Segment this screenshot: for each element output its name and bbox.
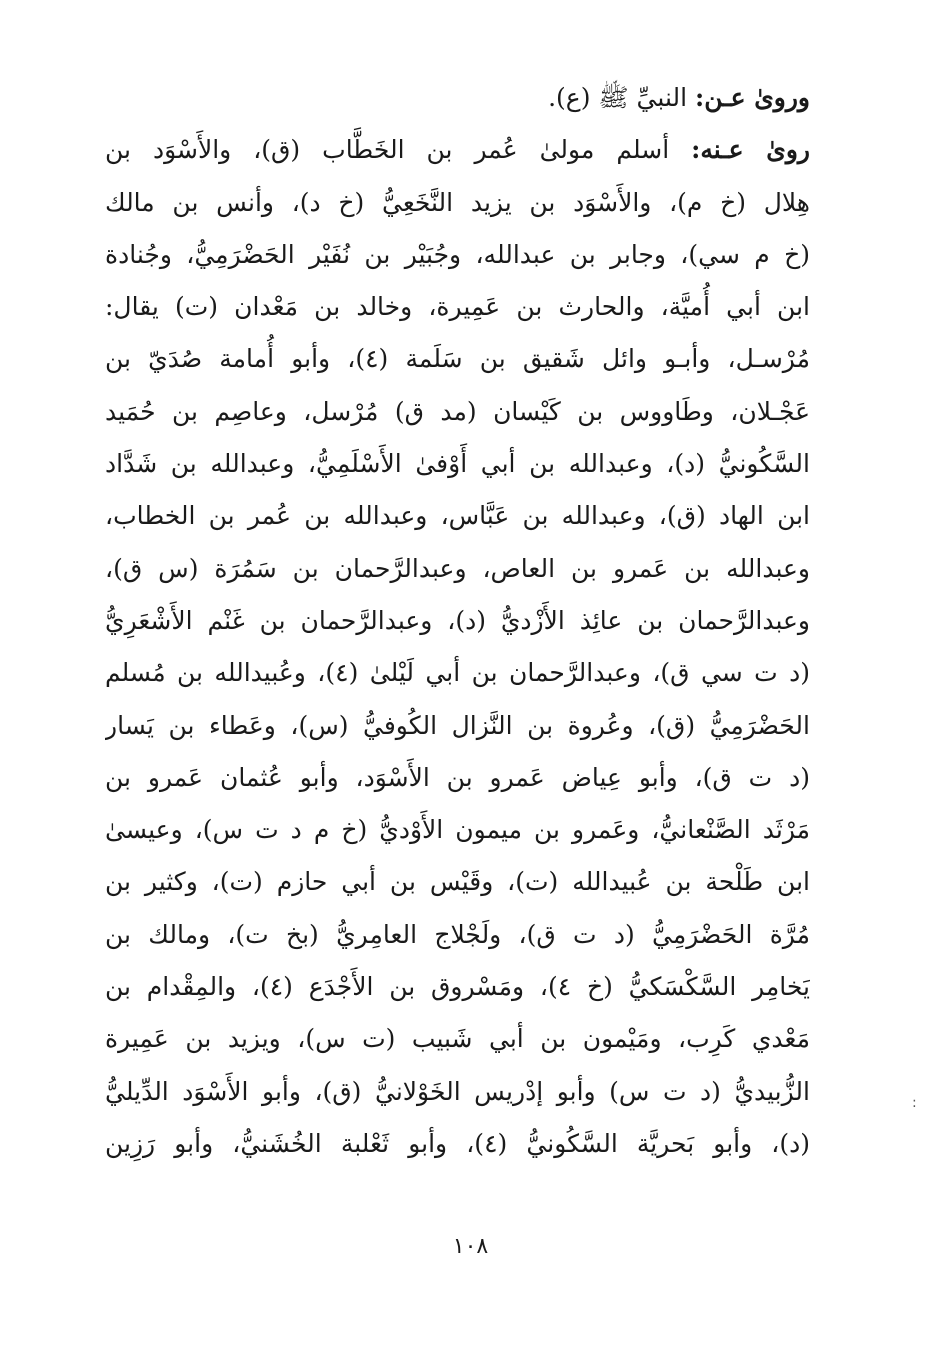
text-line: الحَضْرَمِيُّ (ق)، وعُروة بن النَّزال الكُوفيُّ (س)، وعَطاء بن يَسار <box>105 710 810 740</box>
text-line: ابن أبي أُميَّة، والحارث بن عَمِيرة، وخالد بن مَعْدان (ت) يقال: <box>105 292 810 322</box>
page-number: ١٠٨ <box>452 1234 489 1259</box>
text-line: (د)، وأبو بَحريَّة السَّكُونيُّ (٤)، وأبو ثَعْلبة الخُشَنيُّ، وأبو رَزِين <box>105 1128 810 1158</box>
text-line: وعبدالله بن عَمرو بن العاص، وعبدالرَّحمان بن سَمُرَة (س ق)، <box>105 553 810 583</box>
text-line: (د ت ق)، وأبو عِياض عَمرو بن الأَسْوَد، وأبو عُثمان عَمرو بن <box>105 762 810 792</box>
text-line: مُرَّة الحَضْرَمِيُّ (د ت ق)، ولَجْلاج العامِريُّ (بخ ت)، ومالك بن <box>105 919 810 949</box>
paragraph-first-line <box>105 124 810 176</box>
margin-mark: : <box>912 1095 917 1111</box>
text-line: وعبدالرَّحمان بن عائِذ الأَزْديُّ (د)، وعبدالرَّحمان بن غَنْم الأَشْعَرِيُّ <box>105 605 810 635</box>
heading-text: النبيِّ ﷺ (ع). <box>548 83 688 112</box>
heading-label: وروىٰ عـن: <box>695 83 810 112</box>
text-line: ابن الهاد (ق)، وعبدالله بن عَبَّاس، وعبدالله بن عُمر بن الخطاب، <box>105 501 810 531</box>
text-line: يَخامِر السَّكْسَكيُّ (خ ٤)، ومَسْروق بن الأَجْدَع (٤)، والمِقْدام بن <box>105 972 810 1002</box>
text-line: الزُّبيديُّ (د ت س) وأبو إدْريس الخَوْلانيُّ (ق)، وأبو الأَسْوَد الدِّيليُّ <box>105 1076 810 1106</box>
paragraph-label: روىٰ عـنه: <box>691 135 810 165</box>
paragraph-first-line-text: أسلم مولىٰ عُمر بن الخَطَّاب (ق)، والأَسْوَد بن <box>105 135 670 165</box>
heading-line <box>105 72 810 124</box>
text-block <box>105 72 810 1170</box>
text-line: مُرْسـل، وأبـو وائل شَقيق بن سَلَمة (٤)، وأبو أُمامة صُدَيّ بن <box>105 344 810 374</box>
text-line: عَجْـلان، وطَاووس بن كَيْسان (مد ق) مُرْسل، وعاصِم بن حُمَيد <box>105 396 810 426</box>
text-line: السَّكُونيُّ (د)، وعبدالله بن أبي أَوْفىٰ الأَسْلَمِيُّ، وعبدالله بن شَدَّاد <box>105 449 810 479</box>
text-line: مَعْدي كَرِب، ومَيْمون بن أبي شَبيب (ت س)، ويزيد بن عَمِيرة <box>105 1024 810 1054</box>
text-line: ابن طَلْحة بن عُبيدالله (ت)، وقَيْس بن أبي حازم (ت)، وكثير بن <box>105 867 810 897</box>
text-line: (خ م سي)، وجابر بن عبدالله، وجُبَيْر بن نُفَيْر الحَضْرَمِيُّ، وجُنادة <box>105 239 810 269</box>
text-line: (د ت سي ق)، وعبدالرَّحمان بن أبي لَيْلىٰ (٤)، وعُبيدالله بن مُسلم <box>105 658 810 688</box>
text-line: هِلال (خ م)، والأَسْوَد بن يزيد النَّخَعِيُّ (خ د)، وأنس بن مالك <box>105 187 810 217</box>
text-line: مَرْثَد الصَّنْعانيُّ، وعَمرو بن ميمون الأَوْديُّ (خ م د ت س)، وعيسىٰ <box>105 815 810 845</box>
